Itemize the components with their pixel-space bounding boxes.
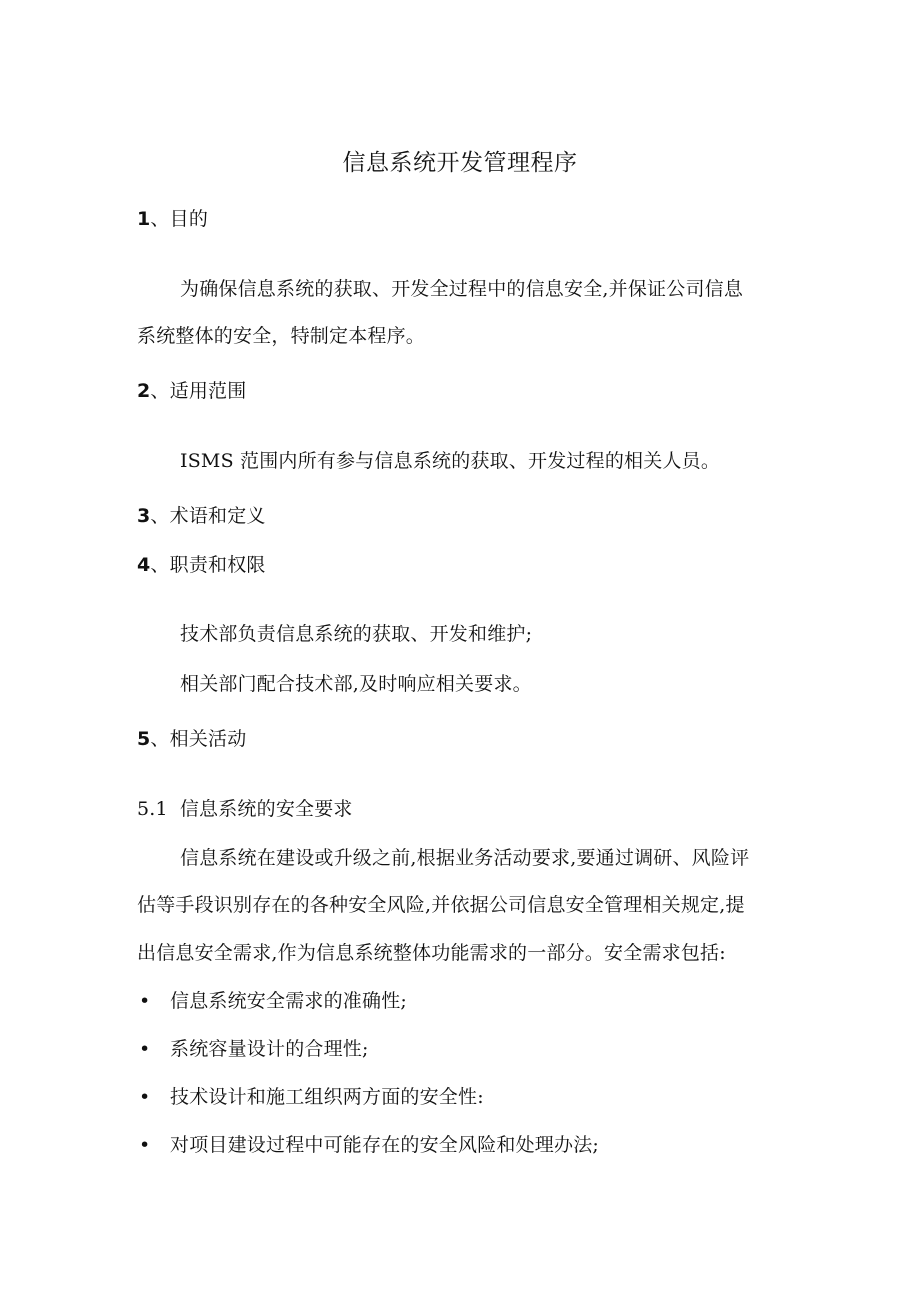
scope-line-1: ISMS 范围内所有参与信息系统的获取、开发过程的相关人员。 [180, 450, 721, 472]
section-label: 、相关活动 [150, 728, 247, 750]
bullet-icon: • [139, 990, 151, 1012]
section-heading-4 [137, 552, 266, 578]
section-heading-2 [137, 378, 246, 404]
responsibility-line-2: 相关部门配合技术部,及时响应相关要求。 [180, 673, 532, 695]
section-number: 4 [137, 554, 151, 576]
bullet-item-2: 系统容量设计的合理性; [170, 1038, 369, 1060]
section-label: 、目的 [150, 208, 209, 230]
section-heading-3 [137, 503, 266, 529]
section-heading-1 [137, 206, 208, 232]
bullet-item-4: 对项目建设过程中可能存在的安全风险和处理办法; [170, 1134, 600, 1156]
section-label: 、职责和权限 [150, 554, 266, 576]
subsection-number: 5.1 [137, 798, 168, 820]
section-label: 、术语和定义 [150, 505, 266, 527]
subsection-heading-5-1 [137, 796, 353, 822]
bullet-icon: • [139, 1134, 151, 1156]
section-number: 5 [137, 728, 151, 750]
section-heading-5 [137, 726, 246, 752]
purpose-line-1: 为确保信息系统的获取、开发全过程中的信息安全,并保证公司信息 [180, 278, 744, 300]
document-title: 信息系统开发管理程序 [342, 150, 578, 176]
purpose-line-2: 系统整体的安全，特制定本程序。 [137, 325, 426, 347]
requirements-para-line-2: 估等手段识别存在的各种安全风险,并依据公司信息安全管理相关规定,提 [137, 894, 745, 916]
requirements-para-line-3: 出信息安全需求,作为信息系统整体功能需求的一部分。安全需求包括: [137, 942, 726, 964]
bullet-icon: • [139, 1038, 151, 1060]
requirements-para-line-1: 信息系统在建设或升级之前,根据业务活动要求,要通过调研、风险评 [180, 847, 750, 869]
bullet-item-1: 信息系统安全需求的准确性; [170, 990, 408, 1012]
section-number: 2 [137, 380, 151, 402]
bullet-item-3: 技术设计和施工组织两方面的安全性: [170, 1086, 484, 1108]
section-number: 3 [137, 505, 151, 527]
subsection-title: 信息系统的安全要求 [179, 798, 353, 820]
section-number: 1 [137, 208, 151, 230]
section-label: 、适用范围 [150, 380, 247, 402]
bullet-icon: • [139, 1086, 151, 1108]
responsibility-line-1: 技术部负责信息系统的获取、开发和维护; [180, 623, 533, 645]
